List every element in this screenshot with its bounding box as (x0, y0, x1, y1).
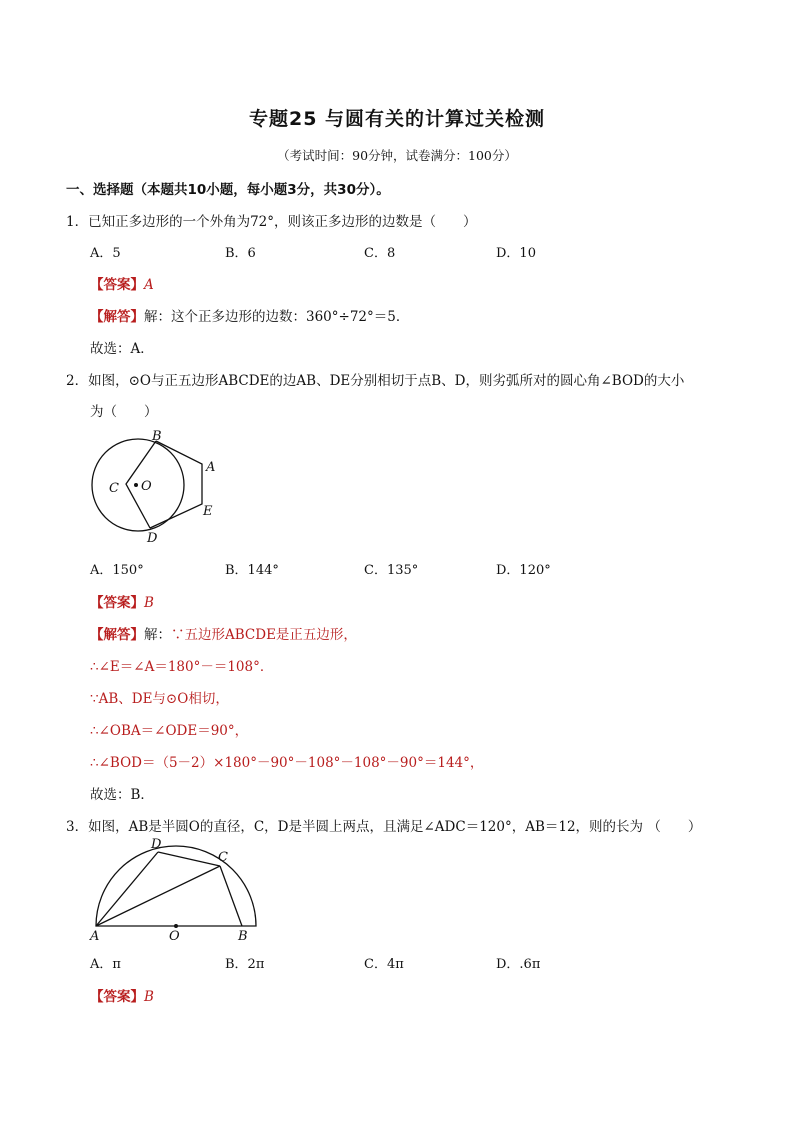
solution-label: 【解答】 (90, 309, 144, 325)
q1-option-c: C．8 (364, 246, 396, 261)
q2-option-c: C．135° (364, 563, 419, 578)
q3-option-c: C．4π (364, 957, 404, 972)
label-c: C (109, 481, 119, 496)
q2-stem-line1: 2．如图，⊙O与正五边形ABCDE的边AB、DE分别相切于点B、D，则劣弧所对的圆心角∠BOD的大小 (66, 373, 685, 389)
q1-stem: 1．已知正多边形的一个外角为72°，则该正多边形的边数是（ ） (66, 214, 477, 230)
center-dot (174, 924, 178, 928)
q1-option-d: D．10 (496, 246, 536, 261)
solution-prefix: 解： (144, 627, 171, 643)
q2-stem-line2: 为（ ） (90, 404, 158, 420)
label-e: E (203, 504, 213, 519)
q2-figure (80, 424, 240, 548)
answer-label: 【答案】 (90, 277, 144, 293)
label-a: A (206, 460, 216, 475)
q2-option-b: B．144° (225, 563, 279, 578)
q2-option-d: D．120° (496, 563, 551, 578)
label-o: O (141, 479, 152, 494)
label-b: B (238, 929, 248, 944)
solution-step: ∴∠BOD＝（5－2）×180°－90°－108°－108°－90°＝144°， (90, 755, 484, 771)
q1-solution (90, 305, 409, 325)
q1-option-b: B．6 (225, 246, 256, 261)
q3-answer (90, 985, 154, 1005)
q3-stem: 3．如图，AB是半圆O的直径，C，D是半圆上两点，且满足∠ADC＝120°，AB＝12，则的长为 （ ） (66, 819, 702, 835)
page-title: 专题25 与圆有关的计算过关检测 (248, 108, 546, 130)
label-d: D (151, 837, 162, 852)
label-d: D (147, 531, 158, 546)
chord-cb (220, 866, 242, 926)
label-o: O (169, 929, 180, 944)
q3-figure (82, 834, 262, 946)
solution-text: 解：这个正多边形的边数：360°÷72°＝5． (144, 309, 410, 325)
center-dot (134, 483, 138, 487)
solution-step: ∵五边形ABCDE是正五边形， (171, 627, 357, 643)
q1-conclusion: 故选：A． (90, 341, 154, 357)
answer-value: A (144, 277, 154, 293)
answer-label: 【答案】 (90, 989, 144, 1005)
q2-conclusion: 故选：B． (90, 787, 154, 803)
q2-answer (90, 591, 154, 611)
label-b: B (152, 429, 162, 444)
solution-step: ∴∠OBA＝∠ODE＝90°， (90, 723, 249, 739)
label-a: A (90, 929, 100, 944)
pentagon-sides (150, 441, 202, 528)
section-heading: 一、选择题（本题共10小题，每小题3分，共30分）。 (66, 182, 390, 198)
answer-label: 【答案】 (90, 595, 144, 611)
answer-value: B (144, 989, 154, 1005)
exam-info: （考试时间：90分钟，试卷满分：100分） (277, 148, 517, 163)
q3-option-b: B．2π (225, 957, 265, 972)
solution-step: ∵AB、DE与⊙O相切， (90, 691, 229, 707)
q1-answer (90, 273, 154, 293)
q3-option-a: A．π (90, 957, 121, 972)
answer-value: B (144, 595, 154, 611)
q2-solution (90, 623, 357, 643)
label-c: C (218, 850, 228, 865)
q1-option-a: A．5 (90, 246, 121, 261)
solution-step: ∴∠E＝∠A＝180°－＝108°． (90, 659, 274, 675)
q2-option-a: A．150° (90, 563, 144, 578)
q3-option-d: D．.6π (496, 957, 541, 972)
solution-label: 【解答】 (90, 627, 144, 643)
